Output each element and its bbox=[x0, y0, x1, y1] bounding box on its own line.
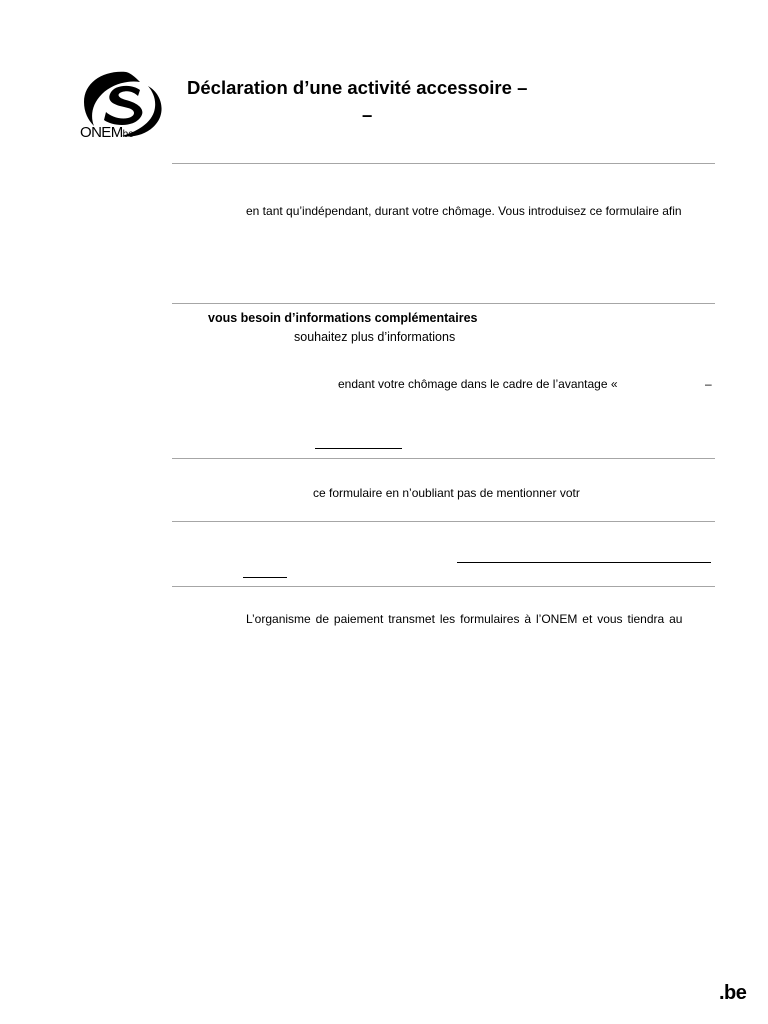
payment-text: L’organisme de paiement transmet les formulaires à l’ONEM et vous tiendra au bbox=[246, 612, 683, 626]
section-divider bbox=[172, 521, 715, 522]
page-title: Déclaration d’une activité accessoire – bbox=[187, 77, 528, 98]
section-divider bbox=[172, 458, 715, 459]
underline-link[interactable] bbox=[315, 448, 402, 449]
info-subheading: souhaitez plus d’informations bbox=[294, 330, 456, 344]
page-title-continuation: – bbox=[362, 104, 373, 125]
section-divider bbox=[172, 586, 715, 587]
advantage-text: endant votre chômage dans le cadre de l’avantage « bbox=[338, 377, 618, 391]
underline-link[interactable] bbox=[457, 562, 711, 563]
belgium-be-logo: .be bbox=[719, 982, 747, 1004]
form-instruction-text: ce formulaire en n’oubliant pas de mentionner votr bbox=[313, 486, 580, 500]
section-divider bbox=[172, 303, 715, 304]
onem-logo bbox=[78, 68, 170, 146]
onem-logo-text: ONEMbe bbox=[80, 124, 134, 141]
intro-text: en tant qu’indépendant, durant votre chômage. Vous introduisez ce formulaire afin bbox=[246, 204, 682, 218]
section-divider bbox=[172, 163, 715, 164]
info-heading: vous besoin d’informations complémentaires bbox=[208, 311, 478, 325]
underline-link[interactable] bbox=[243, 577, 287, 578]
advantage-dash: – bbox=[705, 377, 712, 391]
